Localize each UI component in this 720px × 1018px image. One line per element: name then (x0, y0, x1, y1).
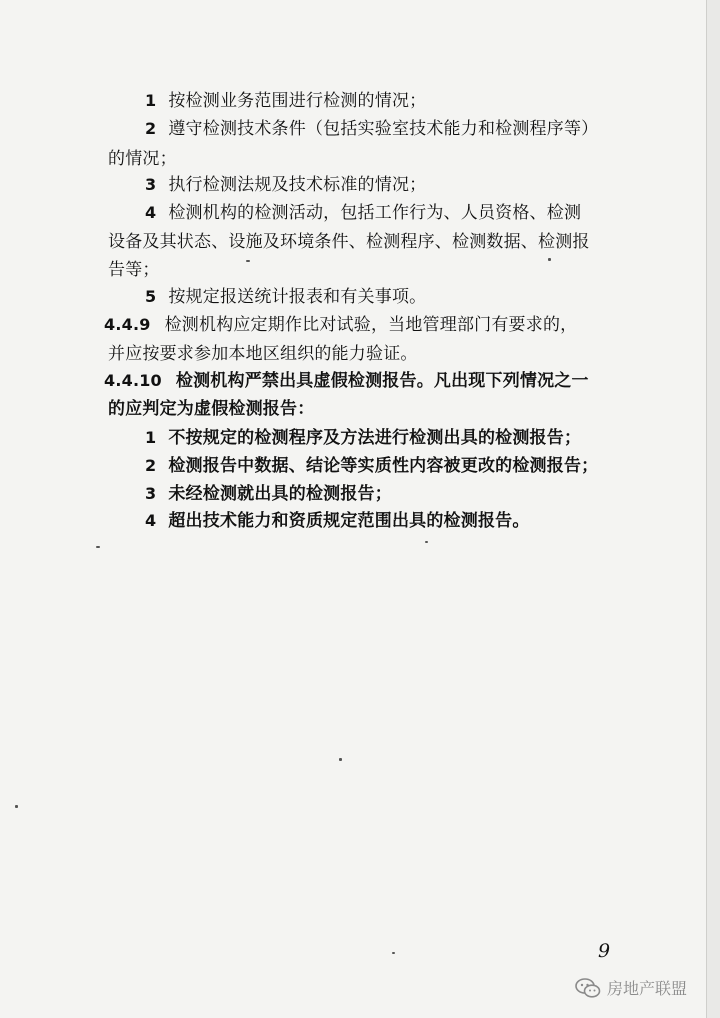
page-number: 9 (598, 940, 611, 962)
list-item: 5 按规定报送统计报表和有关事项。 (145, 287, 427, 307)
list-item-continuation: 的情况； (108, 149, 177, 169)
wechat-icon (575, 978, 601, 998)
list-item: 2 检测报告中数据、结论等实质性内容被更改的检测报告； (145, 456, 599, 476)
scan-speck (15, 805, 18, 808)
list-item-continuation: 设备及其状态、设施及环境条件、检测程序、检测数据、检测报 (108, 232, 590, 252)
list-item: 3 执行检测法规及技术标准的情况； (145, 175, 427, 195)
scan-speck (339, 758, 342, 761)
page-edge (706, 0, 720, 1018)
list-item: 1 按检测业务范围进行检测的情况； (145, 91, 427, 111)
section-continuation: 的应判定为虚假检测报告： (108, 399, 315, 419)
list-item: 1 不按规定的检测程序及方法进行检测出具的检测报告； (145, 428, 582, 448)
list-item: 2 遵守检测技术条件（包括实验室技术能力和检测程序等） (145, 119, 599, 139)
scan-speck (96, 546, 100, 548)
list-item-continuation: 告等； (108, 260, 160, 280)
section-continuation: 并应按要求参加本地区组织的能力验证。 (108, 344, 418, 364)
watermark (575, 976, 687, 999)
list-item: 3 未经检测就出具的检测报告； (145, 484, 392, 504)
scan-speck (392, 952, 395, 954)
watermark-text: 房地产联盟 (607, 979, 688, 998)
section-4-4-10: 4.4.10 检测机构严禁出具虚假检测报告。凡出现下列情况之一 (104, 371, 589, 391)
list-item: 4 超出技术能力和资质规定范围出具的检测报告。 (145, 511, 530, 531)
list-item: 4 检测机构的检测活动，包括工作行为、人员资格、检测 (145, 203, 582, 223)
scan-speck (548, 258, 551, 261)
scan-speck (246, 260, 250, 262)
section-4-4-9: 4.4.9 检测机构应定期作比对试验，当地管理部门有要求的， (104, 315, 578, 335)
scan-speck (425, 541, 428, 543)
